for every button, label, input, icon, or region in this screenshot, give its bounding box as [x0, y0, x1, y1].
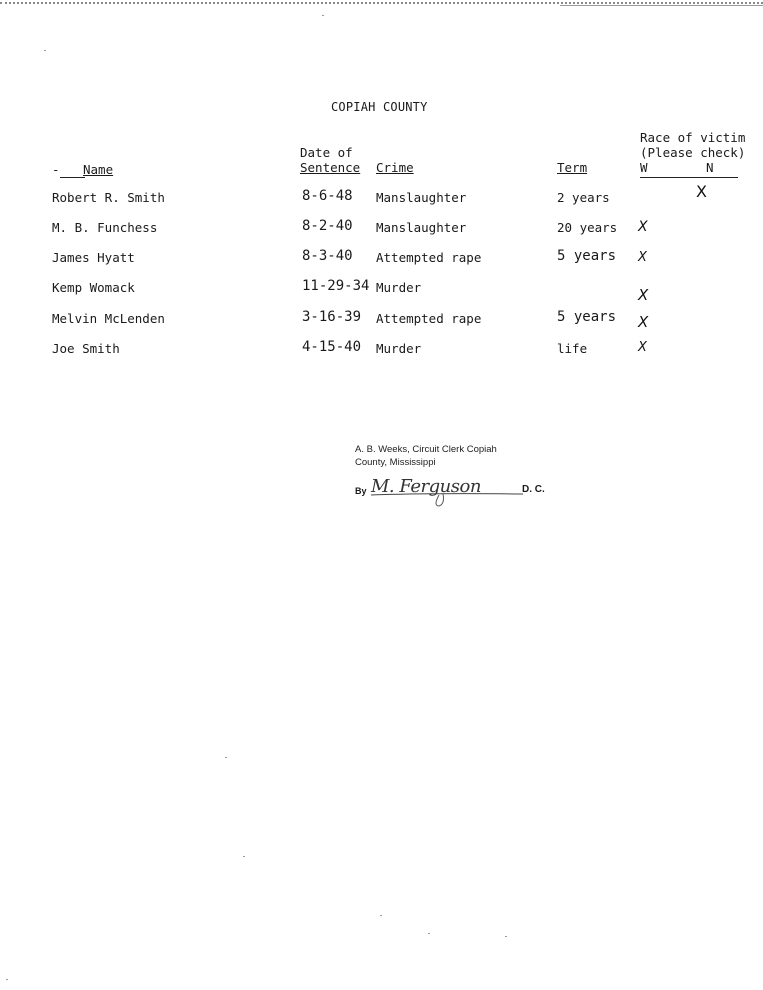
row-1-date: 8-6-48 — [302, 188, 353, 204]
page-top-edge-line — [560, 5, 763, 6]
header-date-line1: Date of — [300, 145, 353, 160]
row-2-term: 20 years — [557, 220, 618, 235]
header-rule-race — [640, 177, 738, 178]
header-race-w: W — [640, 160, 648, 175]
row-4-w-check: X — [638, 286, 649, 304]
row-6-crime: Murder — [376, 341, 422, 356]
clerk-stamp — [355, 443, 497, 469]
clerk-stamp-line1: A. B. Weeks, Circuit Clerk Copiah — [355, 444, 497, 455]
row-6-w-check: X — [638, 340, 647, 355]
row-5-name: Melvin McLenden — [52, 311, 165, 326]
scan-speck — [380, 915, 382, 916]
scan-speck — [505, 936, 507, 937]
row-5-crime: Attempted rape — [376, 311, 482, 326]
scan-speck — [44, 50, 46, 51]
row-2-name: M. B. Funchess — [52, 220, 158, 235]
row-5-term: 5 years — [557, 309, 617, 325]
row-6-name: Joe Smith — [52, 341, 120, 356]
row-2-date: 8-2-40 — [302, 218, 353, 234]
page-title: COPIAH COUNTY — [331, 100, 428, 114]
header-rule-short — [60, 177, 85, 178]
header-marker: - — [52, 162, 60, 177]
row-1-n-check: X — [696, 182, 707, 201]
header-term: Term — [557, 160, 588, 175]
row-3-name: James Hyatt — [52, 250, 135, 265]
header-race-line2: (Please check) — [640, 145, 746, 160]
row-4-crime: Murder — [376, 280, 422, 295]
header-name: Name — [83, 162, 114, 177]
scan-speck — [225, 757, 227, 758]
row-3-term: 5 years — [557, 248, 617, 264]
row-4-date: 11-29-34 — [302, 278, 370, 294]
header-date-line2: Sentence — [300, 160, 361, 175]
row-2-w-check: X — [638, 219, 648, 235]
row-1-term: 2 years — [557, 190, 610, 205]
scan-speck — [243, 856, 245, 857]
signature-by-label: By — [355, 486, 367, 496]
row-1-crime: Manslaughter — [376, 190, 467, 205]
scan-speck — [322, 15, 324, 16]
clerk-stamp-line2: County, Mississippi — [355, 457, 436, 468]
signature-line — [355, 478, 555, 508]
row-4-name: Kemp Womack — [52, 280, 135, 295]
header-race-line1: Race of victim — [640, 130, 746, 145]
page-top-edge — [0, 2, 763, 4]
scan-speck — [6, 979, 8, 980]
scan-speck — [428, 933, 430, 934]
header-crime: Crime — [376, 160, 414, 175]
row-1-name: Robert R. Smith — [52, 190, 165, 205]
row-3-date: 8-3-40 — [302, 248, 353, 264]
header-race-n: N — [706, 160, 714, 175]
signature-dc-suffix: D. C. — [522, 484, 545, 495]
row-3-crime: Attempted rape — [376, 250, 482, 265]
row-3-w-check: X — [638, 250, 647, 265]
row-5-w-check: X — [638, 313, 649, 331]
row-2-crime: Manslaughter — [376, 220, 467, 235]
row-5-date: 3-16-39 — [302, 309, 362, 325]
row-6-term: life — [557, 341, 588, 356]
signature-underline — [369, 480, 525, 508]
row-6-date: 4-15-40 — [302, 339, 362, 355]
handwritten-signature: M. Ferguson — [371, 476, 481, 497]
